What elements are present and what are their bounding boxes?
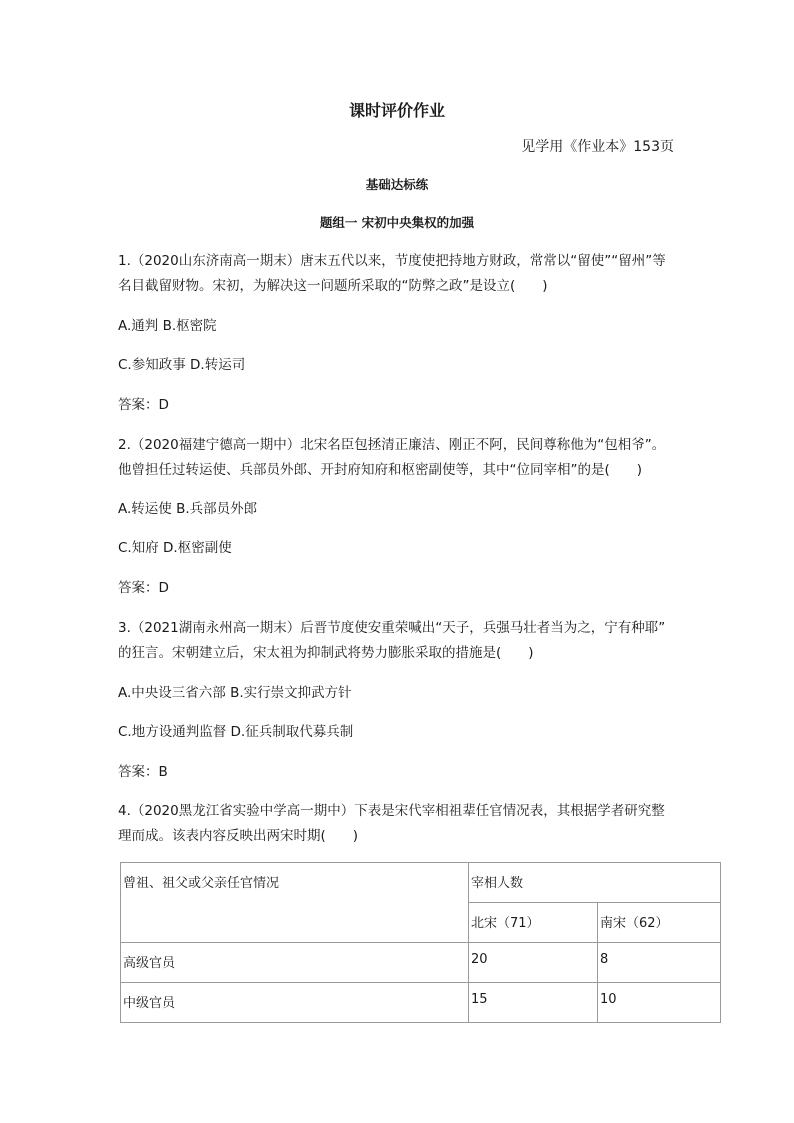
question-3-options-cd: C.地方设通判监督 D.征兵制取代募兵制 bbox=[118, 724, 354, 740]
question-1-stem bbox=[118, 249, 678, 299]
question-2-answer: 答案：D bbox=[118, 580, 169, 596]
page-title: 课时评价作业 bbox=[348, 101, 445, 120]
question-1-options-ab: A.通判 B.枢密院 bbox=[118, 318, 217, 334]
question-4-stem-line2: 理而成。该表内容反映出两宋时期( ) bbox=[118, 828, 359, 844]
official-background-table bbox=[120, 862, 721, 1023]
group-heading: 题组一 宋初中央集权的加强 bbox=[319, 215, 475, 230]
question-2-stem-line1: 2.（2020福建宁德高一期中）北宋名臣包拯清正廉洁、刚正不阿，民间尊称他为“包相爷”。 bbox=[118, 437, 666, 453]
table-subheader-south: 南宋（62） bbox=[598, 903, 721, 943]
table-cell-south: 8 bbox=[598, 943, 721, 983]
table-cell-north: 15 bbox=[469, 983, 598, 1023]
table-row bbox=[121, 983, 721, 1023]
table-header-count: 宰相人数 bbox=[469, 863, 721, 903]
table-cell-label: 高级官员 bbox=[121, 943, 469, 983]
table-subheader-north: 北宋（71） bbox=[469, 903, 598, 943]
question-4-stem bbox=[118, 799, 678, 849]
table-header-background: 曾祖、祖父或父亲任官情况 bbox=[121, 863, 469, 943]
question-2-stem-line2: 他曾担任过转运使、兵部员外郎、开封府知府和枢密副使等，其中“位同宰相”的是( ) bbox=[118, 462, 643, 478]
section-heading: 基础达标练 bbox=[365, 177, 429, 192]
table-cell-north: 20 bbox=[469, 943, 598, 983]
question-1-options-cd: C.参知政事 D.转运司 bbox=[118, 357, 246, 373]
question-1-answer: 答案：D bbox=[118, 397, 169, 413]
question-2-stem bbox=[118, 433, 678, 483]
question-2-options-cd: C.知府 D.枢密副使 bbox=[118, 540, 232, 556]
table-cell-south: 10 bbox=[598, 983, 721, 1023]
table-row bbox=[121, 943, 721, 983]
question-3-stem-line1: 3.（2021湖南永州高一期末）后晋节度使安重荣喊出“天子，兵强马壮者当为之，宁有种耶” bbox=[118, 620, 666, 636]
table-cell-label: 中级官员 bbox=[121, 983, 469, 1023]
workbook-reference: 见学用《作业本》153页 bbox=[521, 139, 674, 155]
question-3-stem-line2: 的狂言。宋朝建立后，宋太祖为抑制武将势力膨胀采取的措施是( ) bbox=[118, 645, 534, 661]
question-3-stem bbox=[118, 616, 678, 666]
table-header-row bbox=[121, 863, 721, 903]
question-3-answer: 答案：B bbox=[118, 764, 168, 780]
question-1-stem-line1: 1.（2020山东济南高一期末）唐末五代以来，节度使把持地方财政，常常以“留使”“留州”等 bbox=[118, 253, 666, 269]
question-1-stem-line2: 名目截留财物。宋初，为解决这一问题所采取的“防弊之政”是设立( ) bbox=[118, 278, 548, 294]
question-4-stem-line1: 4.（2020黑龙江省实验中学高一期中）下表是宋代宰相祖辈任官情况表，其根据学者研究整 bbox=[118, 803, 665, 819]
question-2-options-ab: A.转运使 B.兵部员外郎 bbox=[118, 501, 258, 517]
question-3-options-ab: A.中央设三省六部 B.实行崇文抑武方针 bbox=[118, 685, 352, 701]
